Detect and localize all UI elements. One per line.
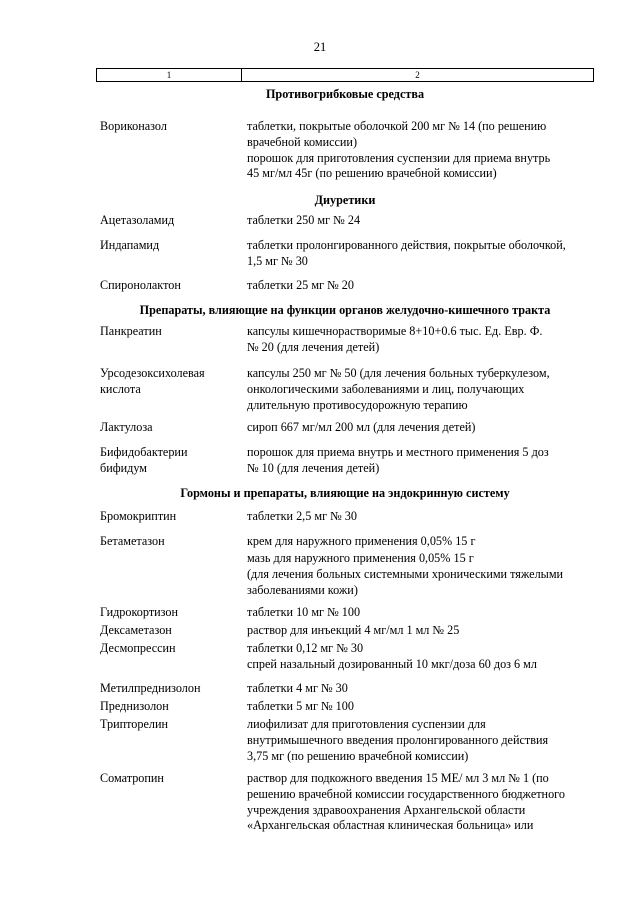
drug-form: капсулы кишечнорастворимые 8+10+0.6 тыс. Ед. Евр. Ф. № 20 (для лечения детей) xyxy=(247,324,543,354)
drug-name: Метилпреднизолон xyxy=(100,681,201,695)
drug-name: Бетаметазон xyxy=(100,534,165,548)
drug-form: крем для наружного применения 0,05% 15 г xyxy=(247,534,476,548)
drug-name: Гидрокортизон xyxy=(100,605,179,619)
drug-form: раствор для инъекций 4 мг/мл 1 мл № 25 xyxy=(247,623,460,637)
drug-form: таблетки пролонгированного действия, покрытые оболочкой, 1,5 мг № 30 xyxy=(247,238,566,268)
drug-name: Вориконазол xyxy=(100,119,167,133)
section-heading: Препараты, влияющие на функции органов желудочно-кишечного тракта xyxy=(139,303,551,317)
drug-form: таблетки 25 мг № 20 xyxy=(247,278,354,292)
header-col-2: 2 xyxy=(415,70,420,80)
section-heading: Противогрибковые средства xyxy=(265,87,425,101)
drug-form: таблетки 4 мг № 30 xyxy=(247,681,348,695)
table-header xyxy=(96,68,594,82)
drug-form: таблетки 250 мг № 24 xyxy=(247,213,361,227)
drug-form: лиофилизат для приготовления суспензии для внутримышечного введения пролонгированного действия 3,75 мг (по решению врачебной комиссии) xyxy=(247,717,549,763)
drug-name: Лактулоза xyxy=(100,420,153,434)
drug-form: сироп 667 мг/мл 200 мл (для лечения детей) xyxy=(247,420,476,434)
drug-name: Бифидобактерии бифидум xyxy=(100,445,188,475)
drug-form: капсулы 250 мг № 50 (для лечения больных туберкулезом, онкологическими заболеваниями и лиц, получающих длительную противосудорожную терапию xyxy=(247,366,550,412)
drug-form: раствор для подкожного введения 15 МЕ/ мл 3 мл № 1 (по решению врачебной комиссии государственного бюджетного учреждения здравоохранения Архангельской области «Архангельская областная клиническая больница» или xyxy=(247,771,565,833)
drug-form: таблетки 0,12 мг № 30 спрей назальный дозированный 10 мкг/доза 60 доз 6 мл xyxy=(247,641,537,671)
drug-name: Трипторелин xyxy=(100,717,169,731)
drug-name: Индапамид xyxy=(100,238,160,252)
drug-name: Спиронолактон xyxy=(100,278,181,292)
page-number: 21 xyxy=(313,40,327,54)
drug-form: таблетки 5 мг № 100 xyxy=(247,699,354,713)
drug-name: Урсодезоксихолевая кислота xyxy=(100,366,205,396)
drug-name: Преднизолон xyxy=(100,699,169,713)
drug-name: Панкреатин xyxy=(100,324,162,338)
drug-form: порошок для приема внутрь и местного применения 5 доз № 10 (для лечения детей) xyxy=(247,445,549,475)
drug-name: Десмопрессин xyxy=(100,641,176,655)
drug-name: Ацетазоламид xyxy=(100,213,175,227)
drug-name: Дексаметазон xyxy=(100,623,172,637)
section-heading: Диуретики xyxy=(314,193,376,207)
drug-form: таблетки 10 мг № 100 xyxy=(247,605,361,619)
header-col-1: 1 xyxy=(97,69,242,81)
section-heading: Гормоны и препараты, влияющие на эндокринную систему xyxy=(180,486,510,500)
drug-form: таблетки, покрытые оболочкой 200 мг № 14 (по решению врачебной комиссии) порошок для приготовления суспензии для приема внутрь 45 мг/мл 45г (по решению врачебной комиссии) xyxy=(247,119,551,181)
drug-name: Соматропин xyxy=(100,771,164,785)
drug-form: таблетки 2,5 мг № 30 xyxy=(247,509,357,523)
drug-form: мазь для наружного применения 0,05% 15 г (для лечения больных системными хроническими тяжелыми заболеваниями кожи) xyxy=(247,551,564,597)
drug-name: Бромокриптин xyxy=(100,509,177,523)
